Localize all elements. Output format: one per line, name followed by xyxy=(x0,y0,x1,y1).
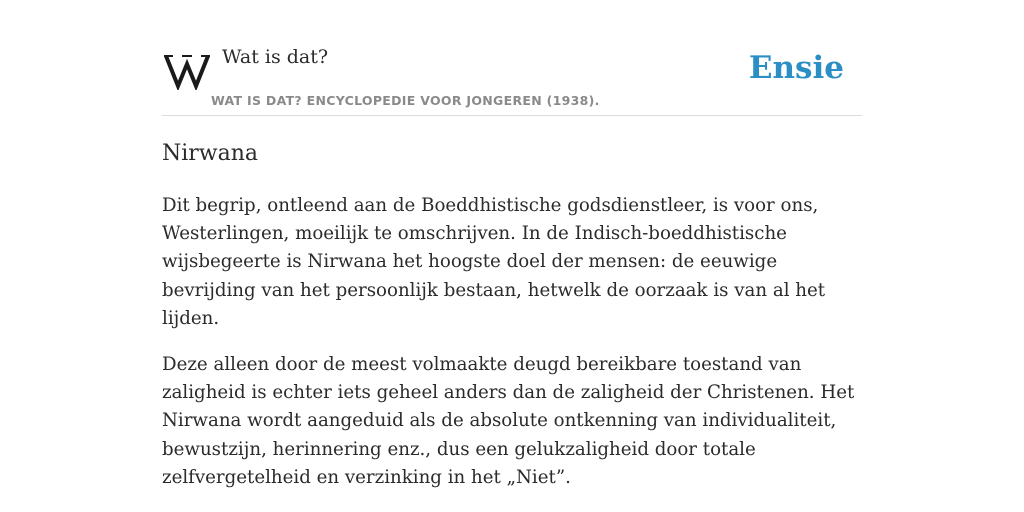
source-subtitle: WAT IS DAT? ENCYCLOPEDIE VOOR JONGEREN (1938). xyxy=(211,93,600,108)
ensie-logo-link[interactable]: Ensie xyxy=(748,50,844,86)
entry-title: Nirwana xyxy=(162,141,259,166)
entry-paragraph-2: Deze alleen door de meest volmaakte deugd bereikbare toestand van zaligheid is echter iets geheel anders dan de zaligheid der Christenen. Het Nirwana wordt aangeduid als de absolute ontkenning van individualiteit, bewustzijn, herinnering enz., dus een gelukzaligheid door totale zelfvergetelheid en verzinking in het „Niet”. xyxy=(162,354,855,488)
source-title[interactable]: Wat is dat? xyxy=(222,46,329,68)
entry-body xyxy=(162,192,862,510)
source-header xyxy=(162,40,862,116)
entry-paragraph-1: Dit begrip, ontleend aan de Boeddhistische godsdienstleer, is voor ons, Westerlingen, moeilijk te omschrijven. In de Indisch-boeddhistische wijsbegeerte is Nirwana het hoogste doel der mensen: de eeuwige bevrijding van het persoonlijk bestaan, hetwelk de oorzaak is van al het lijden. xyxy=(162,195,826,329)
wikipedia-w-icon xyxy=(164,50,210,90)
